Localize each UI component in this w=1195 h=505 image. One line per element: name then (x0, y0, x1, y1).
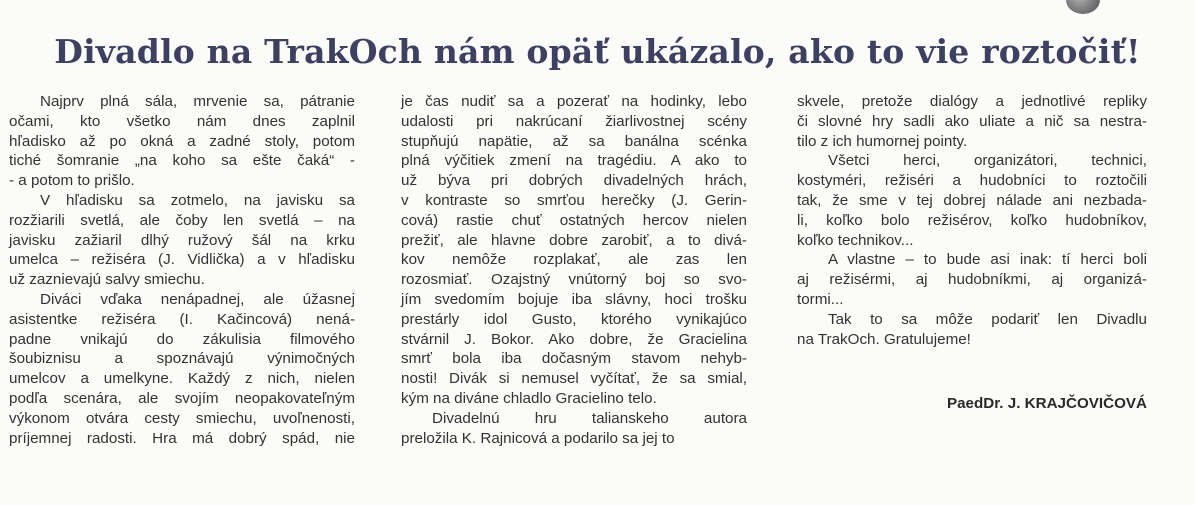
text-line: podľa scenára, ale svojím neopakovateľným (9, 389, 355, 407)
text-line: plná výčitiek zmení na tragédiu. A ako to (401, 152, 747, 170)
text-line: A vlastne – to bude asi inak: tí herci boli (828, 251, 1147, 269)
text-line: V hľadisku sa zotmelo, na javisku sa (40, 191, 355, 209)
text-line: Divadelnú hru talianskeho autora (432, 409, 747, 427)
text-line: je čas nudiť sa a pozerať na hodinky, lebo (401, 93, 747, 110)
text-line: Všetci herci, organizátori, technici, (828, 152, 1147, 170)
text-line: preložila K. Rajnicová a podarilo sa jej to (401, 429, 675, 447)
corner-graphic (1066, 0, 1100, 14)
text-line: príjemnej radosti. Hra má dobrý spád, nie (9, 429, 355, 447)
article-column-2 (401, 92, 747, 448)
text-line: výkonom otvára cesty smiechu, uvoľnenosti, (9, 409, 355, 427)
author-signature: PaedDr. J. KRAJČOVIČOVÁ (946, 395, 1147, 412)
article-column-3 (797, 92, 1147, 349)
text-line: očami, kto všetko nám dnes zaplnil (9, 112, 355, 130)
text-line: hľadisko až po okná a zadné stoly, potom (9, 132, 355, 150)
text-line: už zaznievajú salvy smiechu. (9, 271, 205, 289)
text-line: umelca – režiséra (J. Vidlička) a v hľadisku (9, 251, 355, 269)
text-line: Diváci vďaka nenápadnej, ale úžasnej (40, 290, 355, 308)
text-line: rozosmiať. Ozajstný vnútorný boj so svo- (401, 271, 747, 289)
text-line: skvele, pretože dialógy a jednotlivé repliky (797, 93, 1147, 110)
text-line: kov nemôže rozplakať, ale zas len (401, 251, 747, 269)
text-line: už býva pri dobrých divadelných hrách, (401, 172, 747, 190)
text-line: na TrakOch. Gratulujeme! (797, 330, 971, 348)
text-line: rozžiarili svetlá, ale čoby len svetlá – na (9, 211, 355, 229)
article-column-1 (9, 92, 355, 448)
text-line: udalosti pri nakrúcaní žiarlivostnej scény (401, 112, 747, 130)
text-line: cová) rastie chuť ostatných hercov nielen (401, 211, 747, 229)
text-line: v kontraste so smrťou herečky (J. Gerin- (401, 191, 747, 209)
text-line: jím svedomím bojuje iba slávny, hoci trošku (401, 290, 747, 308)
text-line: kým na diváne chladlo Gracielino telo. (401, 389, 657, 407)
text-line: asistentke režiséra (I. Kačincová) nená- (9, 310, 355, 328)
text-line: nosti! Divák si nemusel vyčítať, že sa smial, (401, 370, 747, 388)
text-line: šoubiznisu a spoznávajú výnimočných (9, 350, 355, 368)
text-line: tiché šomranie „na koho sa ešte čaká“ - (9, 152, 355, 170)
text-line: prežiť, ale hlavne dobre zarobiť, a to divá- (401, 231, 747, 249)
text-line: aj režisérmi, aj hudobníkmi, aj organizá- (797, 271, 1147, 289)
text-line: smrť bola iba dočasným stavom nehyb- (401, 350, 747, 368)
text-line: koľko technikov... (797, 231, 914, 249)
article-headline: Divadlo na TrakOch nám opäť ukázalo, ako to vie roztočiť! (54, 32, 1141, 71)
text-line: stvárnil J. Bokor. Ako dobre, že Gracielina (401, 330, 747, 348)
text-line: padne vnikajú do zákulisia filmového (9, 330, 355, 348)
text-line: kostyméri, režiséri a hudobníci to roztočili (797, 172, 1147, 190)
text-line: tak, že sme v tej dobrej nálade ani nezbada- (797, 191, 1147, 209)
text-line: prestárly idol Gusto, ktorého vynikajúco (401, 310, 747, 328)
text-line: Tak to sa môže podariť len Divadlu (828, 310, 1147, 328)
text-line: li, koľko bolo režisérov, koľko hudobníkov, (797, 211, 1147, 229)
text-line: či slovné hry sadli ako uliate a nič sa nestra- (797, 112, 1147, 130)
text-line: tormi... (797, 290, 844, 308)
text-line: Najprv plná sála, mrvenie sa, pátranie (40, 93, 355, 110)
text-line: stupňujú napätie, až sa banálna scénka (401, 132, 747, 150)
text-line: javisku zažiaril dlhý ružový šál na krku (9, 231, 355, 249)
text-line: tilo z ich humornej pointy. (797, 132, 968, 150)
text-line: umelcov a umelkyne. Každý z nich, nielen (9, 370, 355, 388)
text-line: - a potom to prišlo. (9, 172, 135, 190)
